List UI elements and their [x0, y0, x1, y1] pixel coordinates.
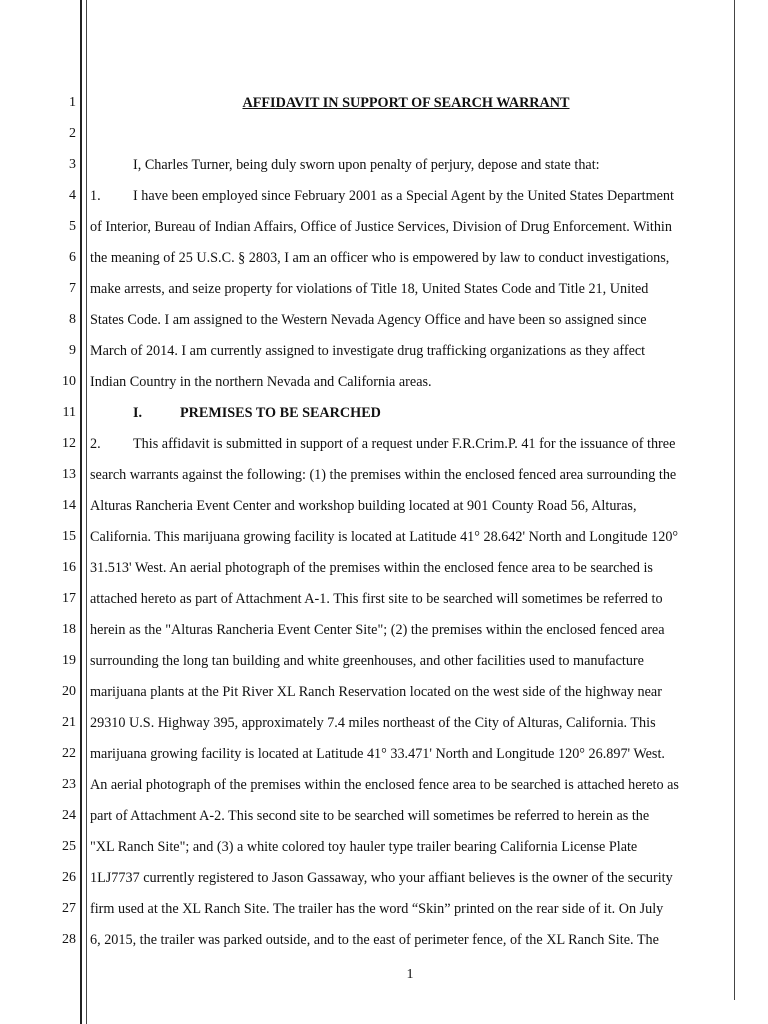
body-line: Alturas Rancheria Event Center and workshop building located at 901 County Road 56, Alturas,: [90, 498, 637, 514]
line-number: 24: [62, 808, 76, 823]
body-line: firm used at the XL Ranch Site. The trailer has the word “Skin” printed on the rear side of it. On July: [90, 901, 664, 917]
line-number: 11: [62, 405, 76, 420]
line-number: 9: [69, 343, 76, 358]
line-number: 6: [69, 250, 76, 265]
line-number: 3: [69, 157, 76, 172]
line-number: 27: [62, 901, 76, 916]
body-line: herein as the "Alturas Rancheria Event Center Site"; (2) the premises within the enclosed fenced area: [90, 622, 665, 638]
section-heading: PREMISES TO BE SEARCHED: [180, 405, 381, 421]
line-number: 17: [62, 591, 76, 606]
line-number: 8: [69, 312, 76, 327]
line-number: 10: [62, 374, 76, 389]
line-number: 1: [69, 95, 76, 110]
body-line: surrounding the long tan building and white greenhouses, and other facilities used to manufacture: [90, 653, 644, 669]
body-line: Indian Country in the northern Nevada and California areas.: [90, 374, 432, 390]
body-line: marijuana growing facility is located at Latitude 41° 33.471' North and Longitude 120° 26.897' West.: [90, 746, 665, 762]
body-line: make arrests, and seize property for violations of Title 18, United States Code and Title 21, United: [90, 281, 649, 297]
line-number: 5: [69, 219, 76, 234]
document-title: AFFIDAVIT IN SUPPORT OF SEARCH WARRANT: [242, 95, 570, 111]
line-number: 23: [62, 777, 76, 792]
body-line: 29310 U.S. Highway 395, approximately 7.4 miles northeast of the City of Alturas, California. This: [90, 715, 656, 731]
line-number: 14: [62, 498, 76, 513]
body-line: 1LJ7737 currently registered to Jason Gassaway, who your affiant believes is the owner of the security: [90, 870, 673, 886]
line-number: 21: [62, 715, 76, 730]
body-line: part of Attachment A-2. This second site to be searched will sometimes be referred to herein as the: [90, 808, 650, 824]
body-line: 6, 2015, the trailer was parked outside, and to the east of perimeter fence, of the XL Ranch Site. The: [90, 932, 659, 948]
body-line: California. This marijuana growing facility is located at Latitude 41° 28.642' North and Longitude 120°: [90, 529, 679, 545]
line-number: 20: [62, 684, 76, 699]
line-number: 13: [62, 467, 76, 482]
line-number: 25: [62, 839, 76, 854]
body-line: An aerial photograph of the premises within the enclosed fence area to be searched is attached hereto as: [90, 777, 679, 793]
line-number: 7: [69, 281, 76, 296]
left-margin-rule-inner: [86, 0, 87, 1024]
line-number: 15: [62, 529, 76, 544]
intro-line: I, Charles Turner, being duly sworn upon penalty of perjury, depose and state that:: [133, 157, 600, 173]
body-line: the meaning of 25 U.S.C. § 2803, I am an officer who is empowered by law to conduct investigations,: [90, 250, 670, 266]
paragraph-number: 1.: [90, 188, 101, 204]
line-number: 22: [62, 746, 76, 761]
body-line: of Interior, Bureau of Indian Affairs, Office of Justice Services, Division of Drug Enforcement. Within: [90, 219, 672, 235]
paragraph-number: 2.: [90, 436, 101, 452]
line-number: 19: [62, 653, 76, 668]
page-number: 1: [406, 967, 414, 982]
body-line: 31.513' West. An aerial photograph of the premises within the enclosed fence area to be searched is: [90, 560, 653, 576]
line-number: 12: [62, 436, 76, 451]
body-line: attached hereto as part of Attachment A-1. This first site to be searched will sometimes be referred to: [90, 591, 663, 607]
body-line: States Code. I am assigned to the Western Nevada Agency Office and have been so assigned since: [90, 312, 647, 328]
body-line: "XL Ranch Site"; and (3) a white colored toy hauler type trailer bearing California License Plate: [90, 839, 638, 855]
body-line: marijuana plants at the Pit River XL Ranch Reservation located on the west side of the highway near: [90, 684, 662, 700]
body-line: search warrants against the following: (1) the premises within the enclosed fenced area surrounding the: [90, 467, 677, 483]
line-number: 26: [62, 870, 76, 885]
body-line: I have been employed since February 2001 as a Special Agent by the United States Department: [133, 188, 674, 204]
line-number: 28: [62, 932, 76, 947]
body-line: March of 2014. I am currently assigned to investigate drug trafficking organizations as they affect: [90, 343, 646, 359]
left-margin-rule-outer: [80, 0, 82, 1024]
section-number: I.: [133, 405, 143, 421]
body-line: This affidavit is submitted in support of a request under F.R.Crim.P. 41 for the issuance of three: [133, 436, 676, 452]
right-margin-rule: [734, 0, 735, 1000]
line-number: 2: [69, 126, 76, 141]
line-number: 16: [62, 560, 76, 575]
line-number: 4: [69, 188, 76, 203]
line-number: 18: [62, 622, 76, 637]
